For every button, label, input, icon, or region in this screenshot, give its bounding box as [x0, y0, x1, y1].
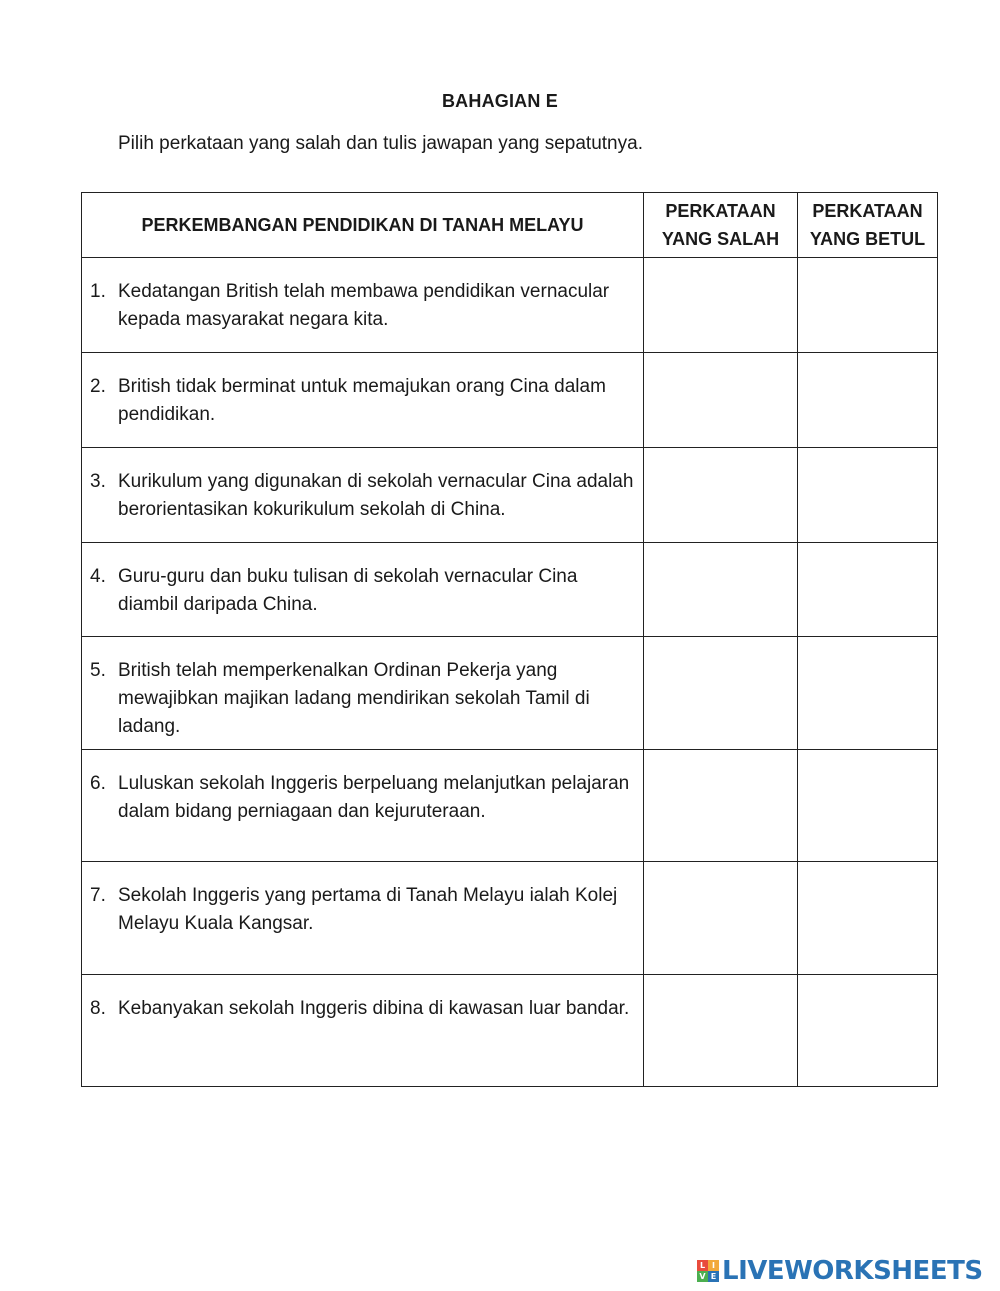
- statement-number: 6.: [90, 773, 106, 794]
- wrong-word-answer-box[interactable]: [644, 750, 798, 862]
- statement-cell: [82, 448, 644, 543]
- statement-cell: [82, 975, 644, 1087]
- worksheet-table: [81, 192, 938, 1087]
- wrong-word-answer-box[interactable]: [644, 862, 798, 975]
- correct-word-answer-box[interactable]: [798, 750, 938, 862]
- logo-tile: V: [697, 1271, 708, 1282]
- wrong-word-answer-box[interactable]: [644, 448, 798, 543]
- brand-name: LIVEWORKSHEETS: [722, 1256, 983, 1286]
- wrong-word-answer-box[interactable]: [644, 975, 798, 1087]
- correct-word-answer-box[interactable]: [798, 448, 938, 543]
- statement-number: 3.: [90, 471, 106, 492]
- statement-cell: [82, 637, 644, 750]
- statement-number: 4.: [90, 566, 106, 587]
- correct-word-answer-box[interactable]: [798, 862, 938, 975]
- statement-cell: [82, 353, 644, 448]
- liveworksheets-logo-icon: [697, 1260, 719, 1282]
- statement-number: 8.: [90, 998, 106, 1019]
- table-row: [82, 543, 938, 637]
- table-row: [82, 862, 938, 975]
- table-row: [82, 637, 938, 750]
- statement-text: Kurikulum yang digunakan di sekolah vernacular Cina adalah berorientasikan kokurikulum sekolah di China.: [118, 471, 634, 520]
- statement-cell: [82, 750, 644, 862]
- statement-text: Kedatangan British telah membawa pendidikan vernacular kepada masyarakat negara kita.: [118, 281, 610, 330]
- header-statement-label: PERKEMBANGAN PENDIDIKAN DI TANAH MELAYU: [141, 215, 584, 235]
- table-row: [82, 258, 938, 353]
- header-wrong-word-line1: PERKATAAN: [665, 201, 776, 221]
- header-wrong-word: [644, 193, 798, 258]
- section-title: BAHAGIAN E: [441, 91, 558, 111]
- wrong-word-answer-box[interactable]: [644, 258, 798, 353]
- statement-number: 2.: [90, 376, 106, 397]
- correct-word-answer-box[interactable]: [798, 353, 938, 448]
- header-correct-word-line2: YANG BETUL: [809, 229, 926, 249]
- header-statement: [82, 193, 644, 258]
- statement-text: Luluskan sekolah Inggeris berpeluang melanjutkan pelajaran dalam bidang perniagaan dan kejuruteraan.: [118, 773, 630, 822]
- table-header-row: [82, 193, 938, 258]
- statement-cell: [82, 862, 644, 975]
- correct-word-answer-box[interactable]: [798, 637, 938, 750]
- instruction-text: Pilih perkataan yang salah dan tulis jawapan yang sepatutnya.: [118, 133, 643, 154]
- header-correct-word: [798, 193, 938, 258]
- wrong-word-answer-box[interactable]: [644, 543, 798, 637]
- correct-word-answer-box[interactable]: [798, 975, 938, 1087]
- correct-word-answer-box[interactable]: [798, 543, 938, 637]
- liveworksheets-brand: [697, 1256, 983, 1286]
- wrong-word-answer-box[interactable]: [644, 637, 798, 750]
- logo-tile: L: [697, 1260, 708, 1271]
- statement-number: 7.: [90, 885, 106, 906]
- statement-cell: [82, 543, 644, 637]
- statement-text: Guru-guru dan buku tulisan di sekolah vernacular Cina diambil daripada China.: [118, 566, 578, 615]
- statement-text: British tidak berminat untuk memajukan orang Cina dalam pendidikan.: [118, 376, 606, 425]
- table-row: [82, 750, 938, 862]
- statement-cell: [82, 258, 644, 353]
- statement-text: Kebanyakan sekolah Inggeris dibina di kawasan luar bandar.: [118, 998, 630, 1019]
- wrong-word-answer-box[interactable]: [644, 353, 798, 448]
- table-row: [82, 448, 938, 543]
- statement-number: 5.: [90, 660, 106, 681]
- header-correct-word-line1: PERKATAAN: [812, 201, 923, 221]
- correct-word-answer-box[interactable]: [798, 258, 938, 353]
- header-wrong-word-line2: YANG SALAH: [661, 229, 780, 249]
- statement-number: 1.: [90, 281, 106, 302]
- table-row: [82, 353, 938, 448]
- logo-tile: I: [708, 1260, 719, 1271]
- statement-text: British telah memperkenalkan Ordinan Pekerja yang mewajibkan majikan ladang mendirikan sekolah Tamil di ladang.: [118, 660, 590, 737]
- table-row: [82, 975, 938, 1087]
- logo-tile: E: [708, 1271, 719, 1282]
- statement-text: Sekolah Inggeris yang pertama di Tanah Melayu ialah Kolej Melayu Kuala Kangsar.: [118, 885, 618, 934]
